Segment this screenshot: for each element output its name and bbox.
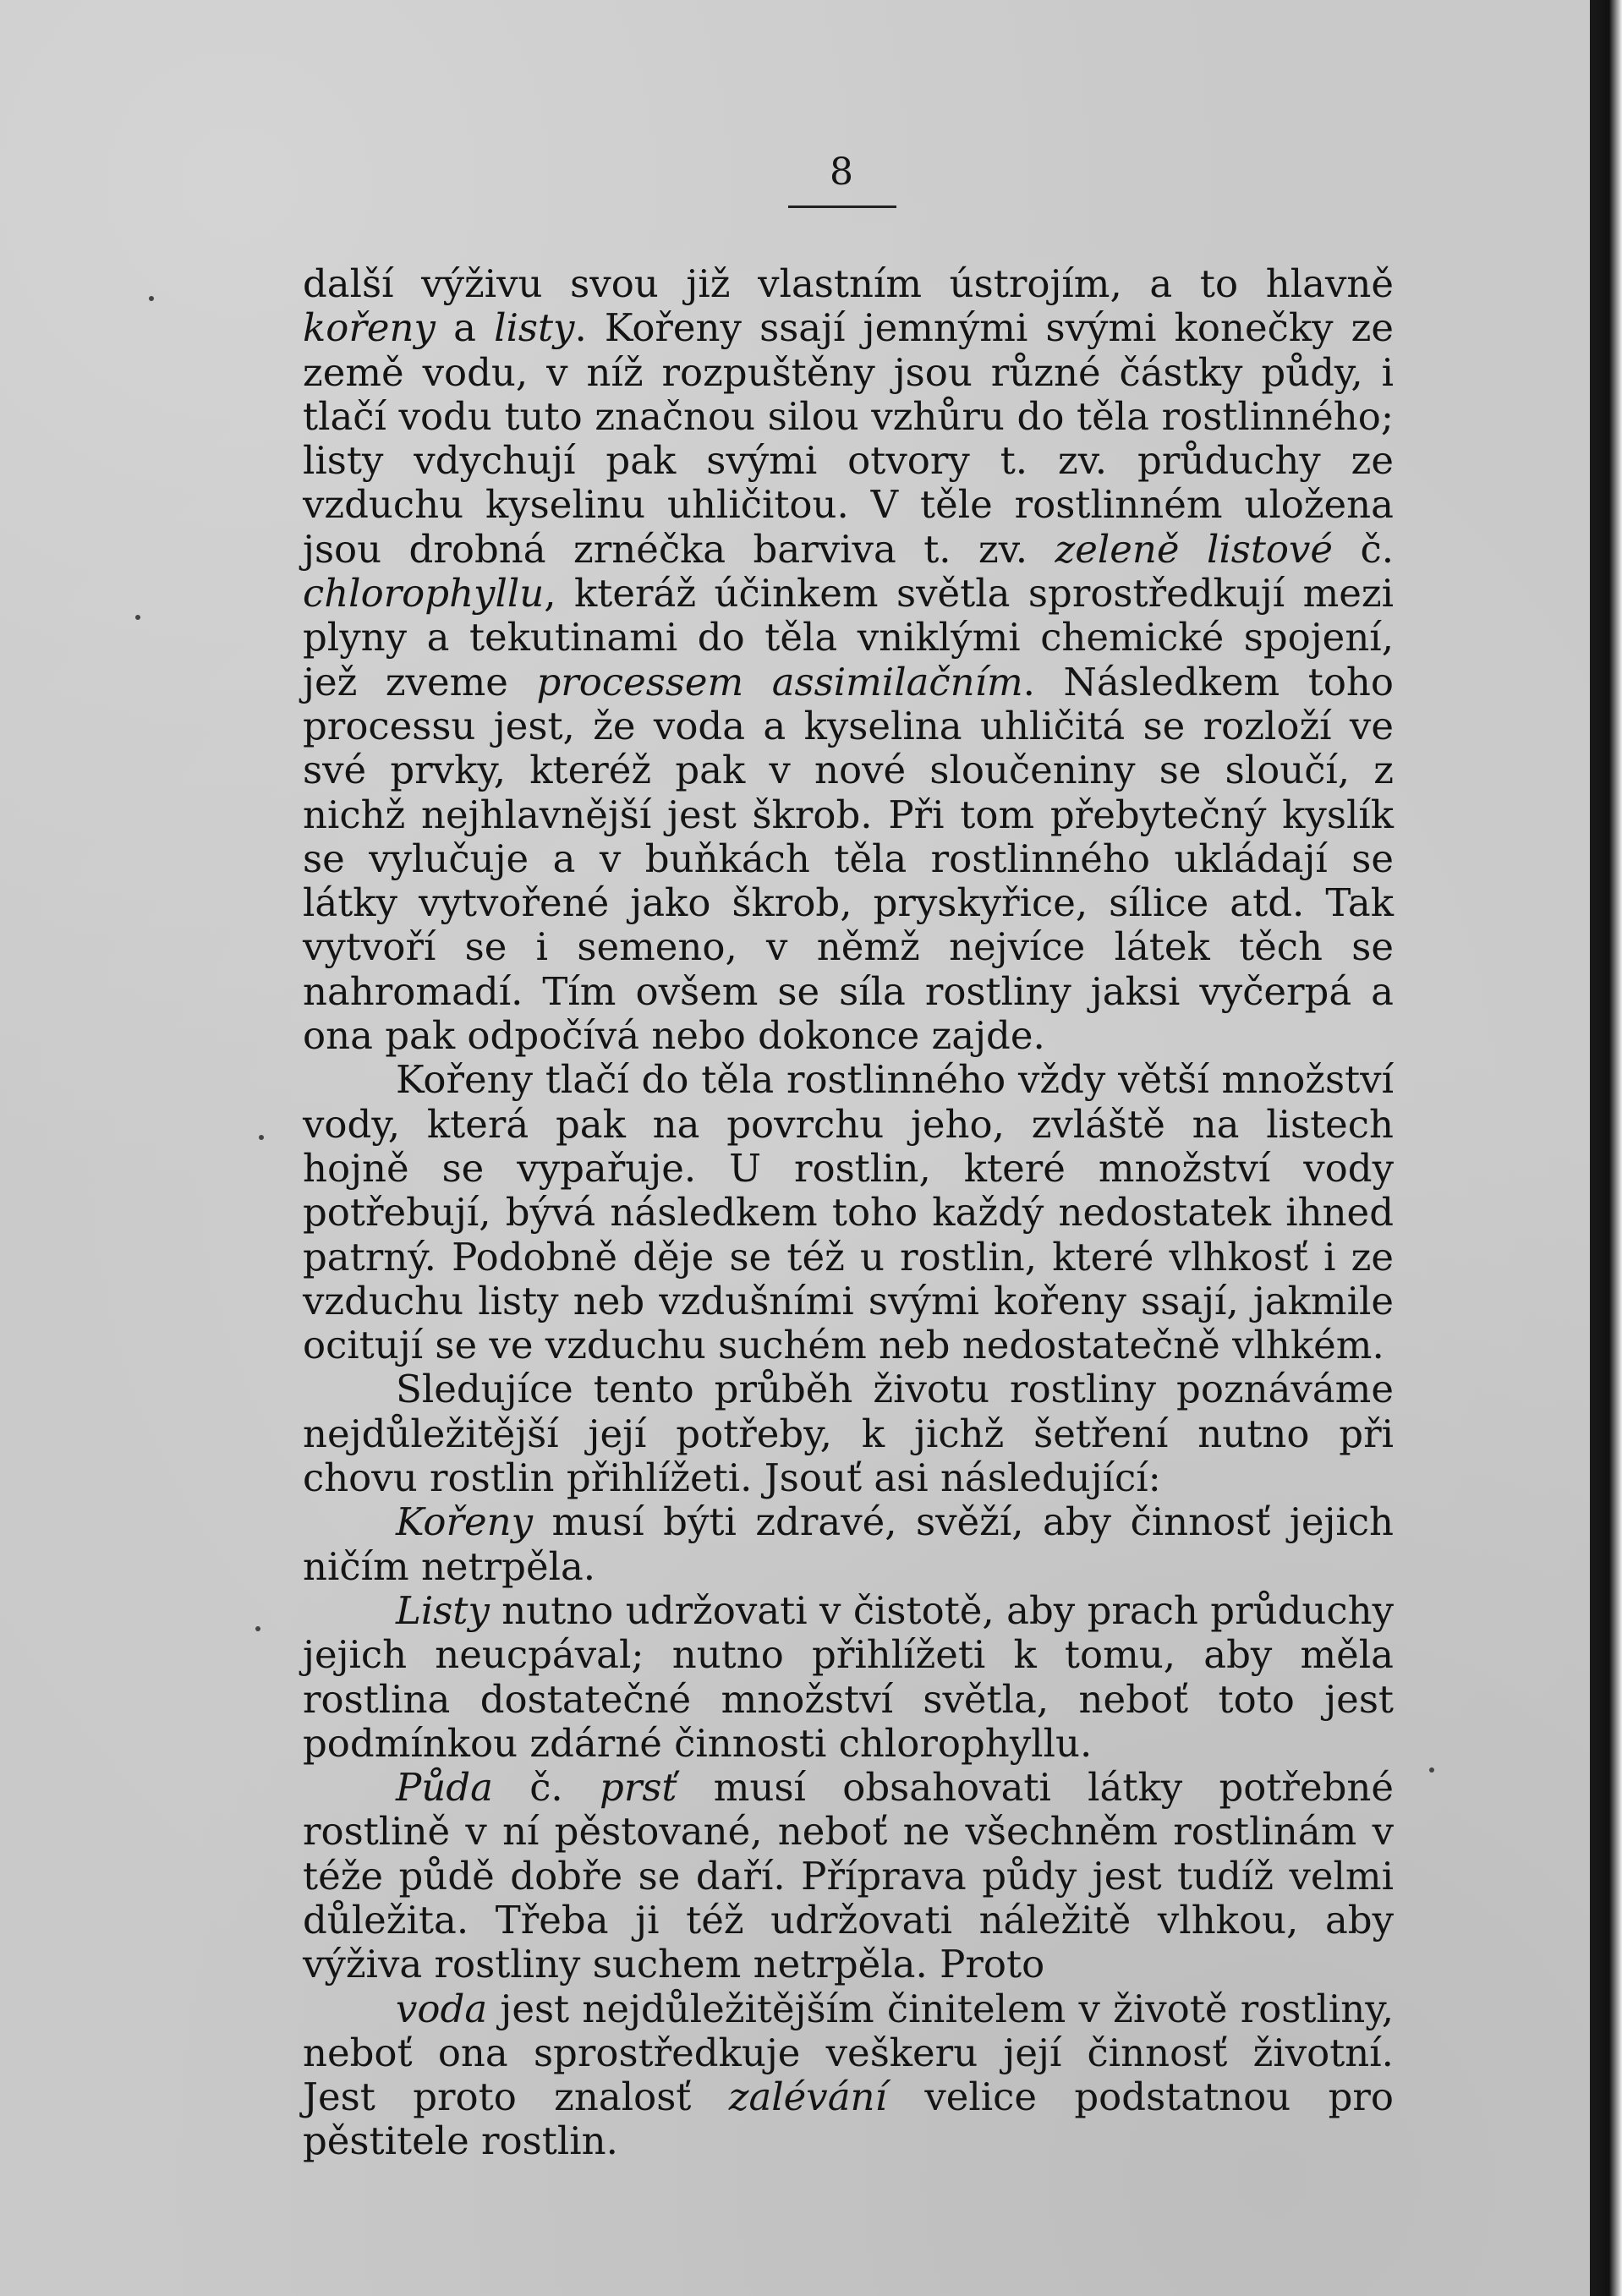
body-text — [303, 262, 1394, 2164]
text-run: a — [435, 305, 495, 351]
scan-speck — [255, 1626, 260, 1631]
italic-run: zeleně listové — [1055, 526, 1334, 572]
text-run: jest nejdůležitějším činitelem v životě rostliny, neboť ona sprostředkuje veškeru její činnosť životní. Jest proto znalosť — [303, 1986, 1394, 2120]
text-run: , kteráž účinkem světla sprostředkují mezi plyny a tekutinami do těla vniklými chemické spojení, jež zveme — [303, 571, 1394, 704]
scan-speck — [135, 615, 140, 620]
text-run: musí býti zdravé, svěží, aby činnosť jejich ničím netrpěla. — [303, 1499, 1394, 1589]
paragraph — [303, 1500, 1394, 1589]
scan-speck — [149, 296, 154, 301]
italic-run: zalévání — [728, 2074, 887, 2120]
scan-speck — [1429, 1767, 1434, 1773]
italic-run: Půda — [396, 1765, 493, 1811]
text-run: nutno udržovati v čistotě, aby prach průduchy jejich neucpával; nutno přihlížeti k tomu, aby měla rostlina dostatečné množství světla, neboť toto jest podmínkou zdárné činnosti chlorophyllu. — [303, 1587, 1394, 1766]
text-run: musí obsahovati látky potřebné rostlině v ní pěstované, neboť ne všechněm rostlinám v téže půdě dobře se daří. Příprava půdy jest tudíž velmi důležita. Třeba ji též udržovati náležitě vlhkou, aby výživa rostliny suchem netrpěla. Proto — [303, 1765, 1394, 1987]
paragraph — [303, 1987, 1394, 2164]
page-number: 8 — [830, 151, 853, 194]
italic-run: kořeny — [303, 305, 436, 351]
text-run: č. — [492, 1765, 600, 1811]
text-run: velice podstatnou pro pěstitele rostlin. — [303, 2074, 1394, 2164]
italic-run: Listy — [396, 1587, 490, 1633]
italic-run: processem assimilačním — [536, 659, 1023, 704]
text-run: další výživu svou již vlastním ústrojím, a to hlavně — [303, 261, 1394, 306]
scan-edge — [1590, 0, 1622, 2296]
italic-run: voda — [396, 1986, 488, 2031]
italic-run: chlorophyllu — [303, 571, 545, 616]
italic-run: prsť — [600, 1765, 677, 1811]
italic-run: listy — [494, 305, 575, 351]
paragraph — [303, 1766, 1394, 1986]
paragraph — [303, 1367, 1394, 1500]
page-number-rule — [788, 205, 896, 208]
text-run: Kořeny tlačí do těla rostlinného vždy větší množství vody, která pak na povrchu jeho, zvláště na listech hojně se vypařuje. U rostlin, které množství vody potřebují, bývá následkem toho každý nedostatek ihned patrný. Podobně děje se též u rostlin, které vlhkosť i ze vzduchu listy neb vzdušními svými kořeny ssají, jakmile ocitují se ve vzduchu suchém neb nedostatečně vlhkém. — [303, 1057, 1394, 1368]
paragraph — [303, 262, 1394, 1058]
text-run: . Následkem toho processu jest, že voda a kyselina uhličitá se rozloží ve své prvky, kteréž pak v nové sloučeniny se sloučí, z nichž nejhlavnější jest škrob. Při tom přebytečný kyslík se vylučuje a v buňkách těla rostlinného ukládají se látky vytvořené jako škrob, pryskyřice, sílice atd. Tak vytvoří se i semeno, v němž nejvíce látek těch se nahromadí. Tím ovšem se síla rostliny jaksi vyčerpá a ona pak odpočívá nebo dokonce zajde. — [303, 659, 1395, 1059]
italic-run: Kořeny — [396, 1499, 534, 1545]
paragraph — [303, 1058, 1394, 1367]
text-run: Sledujíce tento průběh životu rostliny poznáváme nejdůležitější její potřeby, k jichž šetření nutno při chovu rostlin přihlížeti. Jsouť asi následující: — [303, 1367, 1394, 1501]
scan-speck — [259, 1135, 264, 1140]
text-run: . Kořeny ssají jemnými svými konečky ze země vodu, v níž rozpuštěny jsou různé částky půdy, i tlačí vodu tuto značnou silou vzhůru do těla rostlinného; listy vdychují pak svými otvory t. zv. průduchy ze vzduchu kyselinu uhličitou. V těle rostlinném uložena jsou drobná zrnéčka barviva t. zv. — [303, 305, 1395, 572]
paragraph — [303, 1589, 1394, 1766]
text-run: č. — [1333, 526, 1394, 572]
